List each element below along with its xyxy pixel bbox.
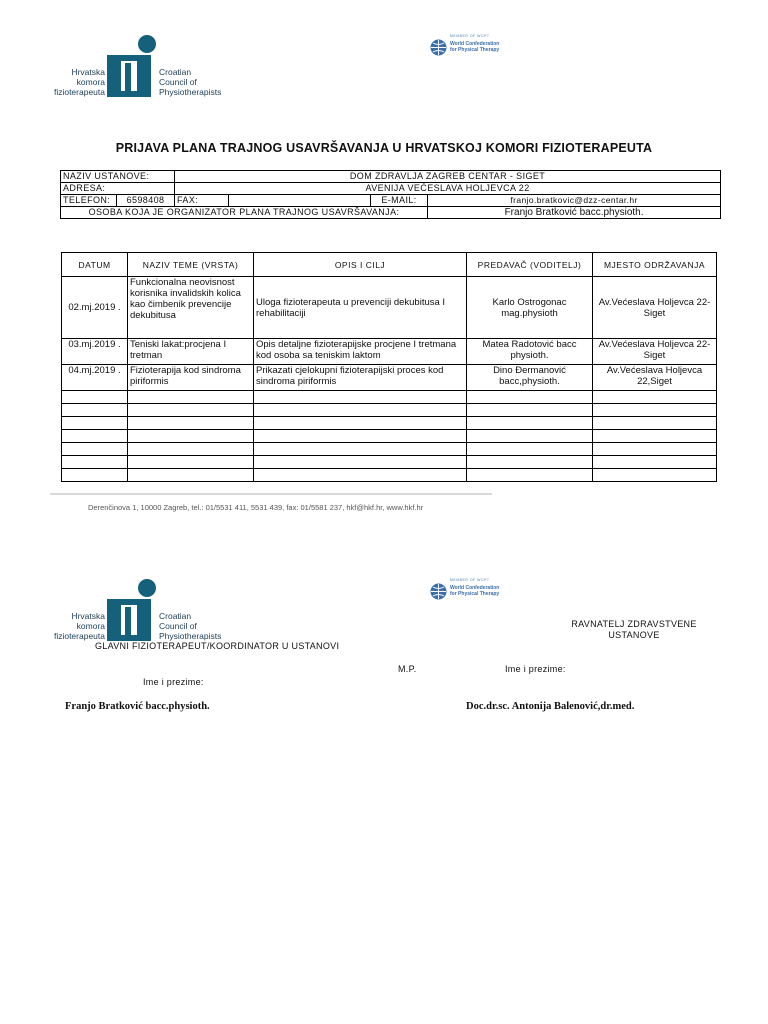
hkf-name-hr-3: fizioterapeuta	[53, 87, 105, 97]
empty-row	[62, 404, 717, 417]
row-mjesto: Av.Većeslava Holjevca 22-Siget	[593, 339, 717, 365]
wcpt-logo-2	[430, 577, 510, 603]
wcpt-name-1: World Confederation	[450, 41, 500, 47]
hkf-name-en-3: Physiotherapists	[159, 631, 222, 641]
table-row	[62, 339, 717, 365]
wcpt-name-2: for Physical Therapy	[450, 47, 500, 53]
email-label: E-MAIL:	[371, 195, 428, 207]
row-predavac: Dino Đermanović bacc,physioth.	[467, 365, 593, 391]
left-name-label: Ime i prezime:	[143, 677, 204, 687]
row-opis: Opis detaljne fizioterapijske procjene I tretmana kod osoba sa teniskim laktom	[254, 339, 467, 365]
header-predavac: PREDAVAČ (VODITELJ)	[467, 253, 593, 277]
header-datum: DATUM	[62, 253, 128, 277]
empty-row	[62, 417, 717, 430]
hkf-name-hr-2: komora	[76, 621, 105, 631]
empty-row	[62, 430, 717, 443]
globe-icon	[430, 583, 447, 600]
row-predavac: Karlo Ostrogonac mag.physioth	[467, 277, 593, 339]
hkf-name-hr-2: komora	[76, 77, 105, 87]
empty-row	[62, 456, 717, 469]
hkf-name-hr-1: Hrvatska	[71, 611, 105, 621]
fax-label: FAX:	[175, 195, 229, 207]
hkf-name-en-2: Council of	[159, 77, 197, 87]
row-mjesto: Av.Većeslava Holjevca 22-Siget	[593, 277, 717, 339]
naziv-value: DOM ZDRAVLJA ZAGREB CENTAR - SIGET	[175, 171, 721, 183]
table-row	[62, 277, 717, 339]
footer-contact: Derenčinova 1, 10000 Zagreb, tel.: 01/5531 411, 5531 439, fax: 01/5581 237, hkf@hkf.hr, www.hkf.hr	[88, 503, 424, 512]
row-predavac: Matea Radotović bacc physioth.	[467, 339, 593, 365]
hkf-name-en-1: Croatian	[159, 611, 192, 621]
mp-stamp-label: M.P.	[398, 664, 417, 674]
adresa-value: AVENIJA VEĆESLAVA HOLJEVCA 22	[175, 183, 721, 195]
header-naziv: NAZIV TEME (VRSTA)	[128, 253, 254, 277]
hkf-name-hr-1: Hrvatska	[71, 67, 105, 77]
wcpt-name-2: for Physical Therapy	[450, 591, 500, 597]
right-role-1: RAVNATELJ ZDRAVSTVENE	[571, 619, 697, 629]
row-naziv: Funkcionalna neovisnost korisnika invalidskih kolica kao čimbenik prevencije dekubitusa	[128, 277, 254, 339]
hkf-logo-2	[50, 577, 230, 645]
right-signatory: Doc.dr.sc. Antonija Balenović,dr.med.	[466, 701, 635, 712]
hkf-name-hr-3: fizioterapeuta	[53, 631, 105, 641]
header-mjesto: MJESTO ODRŽAVANJA	[593, 253, 717, 277]
empty-row	[62, 469, 717, 482]
empty-row	[62, 443, 717, 456]
row-datum: 04.mj.2019 .	[62, 365, 128, 391]
right-name-label: Ime i prezime:	[505, 664, 566, 674]
telefon-value: 6598408	[117, 195, 175, 207]
wcpt-member: MEMBER OF WCPT	[450, 578, 490, 582]
organizator-label: OSOBA KOJA JE ORGANIZATOR PLANA TRAJNOG USAVRŠAVANJA:	[61, 207, 428, 219]
naziv-label: NAZIV USTANOVE:	[61, 171, 175, 183]
plan-table	[61, 252, 717, 482]
hkf-emblem-icon	[107, 33, 157, 99]
page-title: PRIJAVA PLANA TRAJNOG USAVRŠAVANJA U HRVATSKOJ KOMORI FIZIOTERAPEUTA	[115, 141, 653, 155]
empty-row	[62, 391, 717, 404]
telefon-label: TELEFON:	[61, 195, 117, 207]
adresa-label: ADRESA:	[61, 183, 175, 195]
email-value: franjo.bratkovic@dzz-centar.hr	[428, 195, 721, 207]
hkf-name-en-2: Council of	[159, 621, 197, 631]
left-signatory: Franjo Bratković bacc.physioth.	[65, 701, 210, 712]
info-table	[60, 170, 721, 219]
left-role: GLAVNI FIZIOTERAPEUT/KOORDINATOR U USTANOVI	[95, 641, 340, 651]
footer-divider	[50, 493, 492, 495]
row-datum: 03.mj.2019 .	[62, 339, 128, 365]
row-naziv: Fizioterapija kod sindroma piriformis	[128, 365, 254, 391]
hkf-name-en-3: Physiotherapists	[159, 87, 222, 97]
organizator-value: Franjo Bratković bacc.physioth.	[428, 207, 721, 219]
hkf-emblem-icon	[107, 577, 157, 643]
row-opis: Prikazati cjelokupni fizioterapijski proces kod sindroma piriformis	[254, 365, 467, 391]
row-opis: Uloga fizioterapeuta u prevenciji dekubitusa I rehabilitaciji	[254, 277, 467, 339]
row-mjesto: Av.Većeslava Holjevca 22,Siget	[593, 365, 717, 391]
wcpt-logo	[430, 33, 510, 59]
row-naziv: Teniski lakat:procjena I tretman	[128, 339, 254, 365]
globe-icon	[430, 39, 447, 56]
hkf-name-en-1: Croatian	[159, 67, 192, 77]
hkf-logo	[50, 33, 230, 101]
row-datum: 02.mj.2019 .	[62, 277, 128, 339]
fax-value	[229, 195, 371, 207]
right-role-2: USTANOVE	[608, 630, 660, 640]
wcpt-member: MEMBER OF WCPT	[450, 34, 490, 38]
header-opis: OPIS I CILJ	[254, 253, 467, 277]
table-row	[62, 365, 717, 391]
wcpt-name-1: World Confederation	[450, 585, 500, 591]
